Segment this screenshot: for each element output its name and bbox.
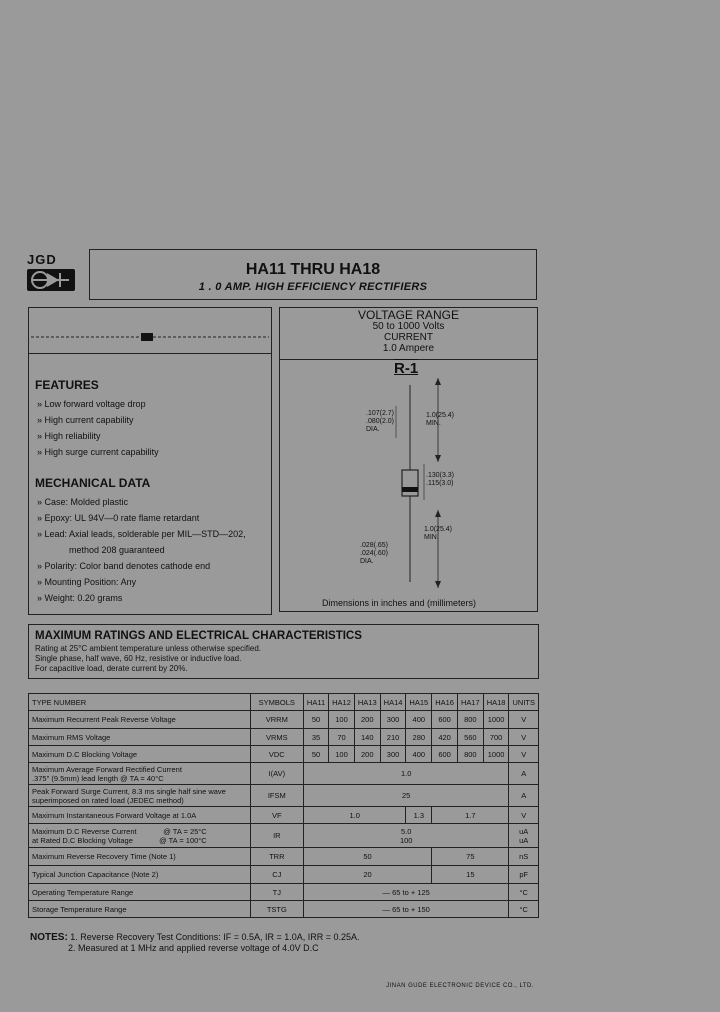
value-cell: 100 <box>329 711 355 729</box>
unit-cell: °C <box>509 884 539 901</box>
note-2: 2. Measured at 1 MHz and applied reverse voltage of 4.0V D.C <box>68 943 319 953</box>
param-line: .375" (9.5mm) lead length @ TA = 40°C <box>32 773 164 783</box>
ratings-line: Rating at 25°C ambient temperature unless otherwise specified. <box>35 644 261 653</box>
value-cell: 200 <box>354 711 380 729</box>
table-row <box>29 785 539 807</box>
symbol-cell: I(AV) <box>250 763 303 785</box>
table-row <box>29 848 539 866</box>
symbol-cell: TSTG <box>250 901 303 918</box>
param-text: Maximum D.C Reverse Current <box>32 826 137 836</box>
value-cell: 800 <box>457 711 483 729</box>
param-line: Maximum Average Forward Rectified Current <box>32 764 182 774</box>
col-header: HA18 <box>483 694 509 711</box>
diode-logo-icon <box>27 269 75 291</box>
table-row <box>29 866 539 884</box>
current-heading: CURRENT <box>384 332 433 343</box>
symbol-cell: VDC <box>250 746 303 763</box>
unit-cell: A <box>509 763 539 785</box>
param-cell: Typical Junction Capacitance (Note 2) <box>29 866 251 884</box>
value-cell: 560 <box>457 729 483 746</box>
value-cell <box>303 824 509 848</box>
value-cell: 50 <box>303 746 328 763</box>
diode-line-icon <box>29 330 271 344</box>
value-cell: 200 <box>354 746 380 763</box>
list-item: » High surge current capability <box>37 444 159 460</box>
list-item: » Epoxy: UL 94V—0 rate flame retardant <box>37 510 246 526</box>
value-cell: 1.0 <box>303 763 509 785</box>
value-cell: 1.0 <box>303 807 406 824</box>
param-cell <box>29 824 251 848</box>
unit-cell: nS <box>509 848 539 866</box>
dimensions-caption: Dimensions in inches and (millimeters) <box>322 598 477 608</box>
list-item: » High reliability <box>37 428 159 444</box>
value-cell: 280 <box>406 729 432 746</box>
param-line <box>32 827 247 836</box>
symbol-cell: VRRM <box>250 711 303 729</box>
footer-company: JINAN GUDE ELECTRONIC DEVICE CO., LTD. <box>386 983 534 989</box>
col-header: HA15 <box>406 694 432 711</box>
value-cell: 25 <box>303 785 509 807</box>
value-cell: — 65 to + 125 <box>303 884 509 901</box>
param-cell: Maximum D.C Blocking Voltage <box>29 746 251 763</box>
value-cell: 300 <box>380 746 406 763</box>
unit-cell: V <box>509 729 539 746</box>
value-cell: 70 <box>329 729 355 746</box>
value-cell: 800 <box>457 746 483 763</box>
dim-lead-length-bottom: 1.0(25.4) MIN. <box>424 526 453 541</box>
value-line: 5.0 <box>400 826 412 836</box>
symbol-cell: CJ <box>250 866 303 884</box>
table-row <box>29 824 539 848</box>
param-cell <box>29 785 251 807</box>
mechanical-list <box>37 494 246 606</box>
symbol-cell: IFSM <box>250 785 303 807</box>
features-heading: FEATURES <box>35 378 99 392</box>
value-cell: 100 <box>329 746 355 763</box>
col-header: TYPE NUMBER <box>29 694 251 711</box>
table-row <box>29 729 539 746</box>
value-cell: 600 <box>432 711 458 729</box>
col-header: HA14 <box>380 694 406 711</box>
mechanical-heading: MECHANICAL DATA <box>35 476 151 490</box>
table-row <box>29 884 539 901</box>
unit-cell: V <box>509 711 539 729</box>
symbol-cell: VRMS <box>250 729 303 746</box>
value-cell: 600 <box>432 746 458 763</box>
param-cell: Maximum Instantaneous Forward Voltage at 1.0A <box>29 807 251 824</box>
col-header: HA11 <box>303 694 328 711</box>
value-cell: — 65 to + 150 <box>303 901 509 918</box>
value-cell: 20 <box>303 866 431 884</box>
list-item: » Case: Molded plastic <box>37 494 246 510</box>
param-cell: Storage Temperature Range <box>29 901 251 918</box>
param-condition: @ TA = 25°C <box>163 826 207 836</box>
title-box <box>89 249 537 300</box>
value-cell: 700 <box>483 729 509 746</box>
value-cell: 420 <box>432 729 458 746</box>
symbol-cell: TJ <box>250 884 303 901</box>
value-cell: 300 <box>380 711 406 729</box>
company-logo <box>27 252 79 296</box>
unit-cell: V <box>509 807 539 824</box>
param-line <box>32 836 247 845</box>
voltage-range-heading: VOLTAGE RANGE <box>358 308 459 322</box>
param-cell: Maximum Reverse Recovery Time (Note 1) <box>29 848 251 866</box>
table-row <box>29 807 539 824</box>
voltage-range-value: 50 to 1000 Volts <box>372 321 445 332</box>
value-cell: 15 <box>432 866 509 884</box>
symbol-cell: VF <box>250 807 303 824</box>
table-row <box>29 763 539 785</box>
note-1: 1. Reverse Recovery Test Conditions: IF = 0.5A, IR = 1.0A, IRR = 0.25A. <box>70 932 360 942</box>
list-item-continuation: method 208 guaranteed <box>69 545 165 555</box>
value-cell: 140 <box>354 729 380 746</box>
features-panel <box>28 307 272 615</box>
param-line: superimposed on rated load (JEDEC method) <box>32 795 184 805</box>
unit-cell: A <box>509 785 539 807</box>
notes-label: NOTES: <box>30 932 68 943</box>
value-cell: 35 <box>303 729 328 746</box>
col-header: HA16 <box>432 694 458 711</box>
ratings-header <box>28 624 539 679</box>
logo-text: JGD <box>27 252 57 267</box>
value-line: 100 <box>399 835 413 845</box>
value-cell: 210 <box>380 729 406 746</box>
ratings-line: For capacitive load, derate current by 20%. <box>35 664 188 673</box>
col-header: HA13 <box>354 694 380 711</box>
col-header: UNITS <box>509 694 539 711</box>
ratings-title: MAXIMUM RATINGS AND ELECTRICAL CHARACTERISTICS <box>35 630 362 642</box>
table-header-row <box>29 694 539 711</box>
symbol-cell: IR <box>250 824 303 848</box>
list-item: » Low forward voltage drop <box>37 396 159 412</box>
unit-cell <box>509 824 539 848</box>
value-cell: 1.3 <box>406 807 432 824</box>
unit-line: uA <box>519 826 529 836</box>
package-panel <box>279 307 538 612</box>
value-cell: 50 <box>303 711 328 729</box>
param-cell: Maximum Recurrent Peak Reverse Voltage <box>29 711 251 729</box>
value-cell: 75 <box>432 848 509 866</box>
package-name: R-1 <box>394 360 419 377</box>
value-cell: 50 <box>303 848 431 866</box>
dim-lead-dia-top: .107(2.7) .080(2.0) DIA. <box>366 410 395 433</box>
param-line: Peak Forward Surge Current, 8.3 ms single half sine wave <box>32 786 226 796</box>
table-row <box>29 711 539 729</box>
dim-body-length: .130(3.3) .115(3.0) <box>426 472 455 487</box>
page-subtitle: 1 . 0 AMP. HIGH EFFICIENCY RECTIFIERS <box>198 281 428 293</box>
param-cell <box>29 763 251 785</box>
unit-cell: V <box>509 746 539 763</box>
spec-table <box>28 693 539 918</box>
table-row <box>29 901 539 918</box>
package-outline-drawing <box>280 360 537 600</box>
features-list <box>37 396 159 460</box>
value-cell: 1000 <box>483 711 509 729</box>
param-condition: @ TA = 100°C <box>159 835 207 845</box>
unit-line: uA <box>519 835 529 845</box>
param-cell: Operating Temperature Range <box>29 884 251 901</box>
current-value: 1.0 Ampere <box>382 343 435 354</box>
symbol-cell: TRR <box>250 848 303 866</box>
unit-cell: pF <box>509 866 539 884</box>
ratings-conditions <box>35 644 532 674</box>
col-header: HA17 <box>457 694 483 711</box>
list-item: » Weight: 0.20 grams <box>37 590 246 606</box>
list-item: » Mounting Position: Any <box>37 574 246 590</box>
page-title: HA11 THRU HA18 <box>245 261 381 278</box>
col-header: HA12 <box>329 694 355 711</box>
param-cell: Maximum RMS Voltage <box>29 729 251 746</box>
value-cell: 1000 <box>483 746 509 763</box>
list-item: » Polarity: Color band denotes cathode end <box>37 558 246 574</box>
list-item: » High current capability <box>37 412 159 428</box>
col-header: SYMBOLS <box>250 694 303 711</box>
value-cell: 400 <box>406 711 432 729</box>
ratings-line: Single phase, half wave, 60 Hz, resistive or inductive load. <box>35 654 242 663</box>
list-item: » Lead: Axial leads, solderable per MIL—STD—202, <box>37 526 246 542</box>
unit-cell: °C <box>509 901 539 918</box>
table-row <box>29 746 539 763</box>
notes-block <box>30 932 360 954</box>
value-cell: 400 <box>406 746 432 763</box>
dim-lead-wire-dia: .028(.65) .024(.60) DIA. <box>360 542 389 565</box>
voltage-range-block <box>280 308 537 360</box>
dim-lead-length-top: 1.0(25.4) MIN. <box>426 412 455 427</box>
param-text: at Rated D.C Blocking Voltage <box>32 835 133 845</box>
value-cell: 1.7 <box>432 807 509 824</box>
